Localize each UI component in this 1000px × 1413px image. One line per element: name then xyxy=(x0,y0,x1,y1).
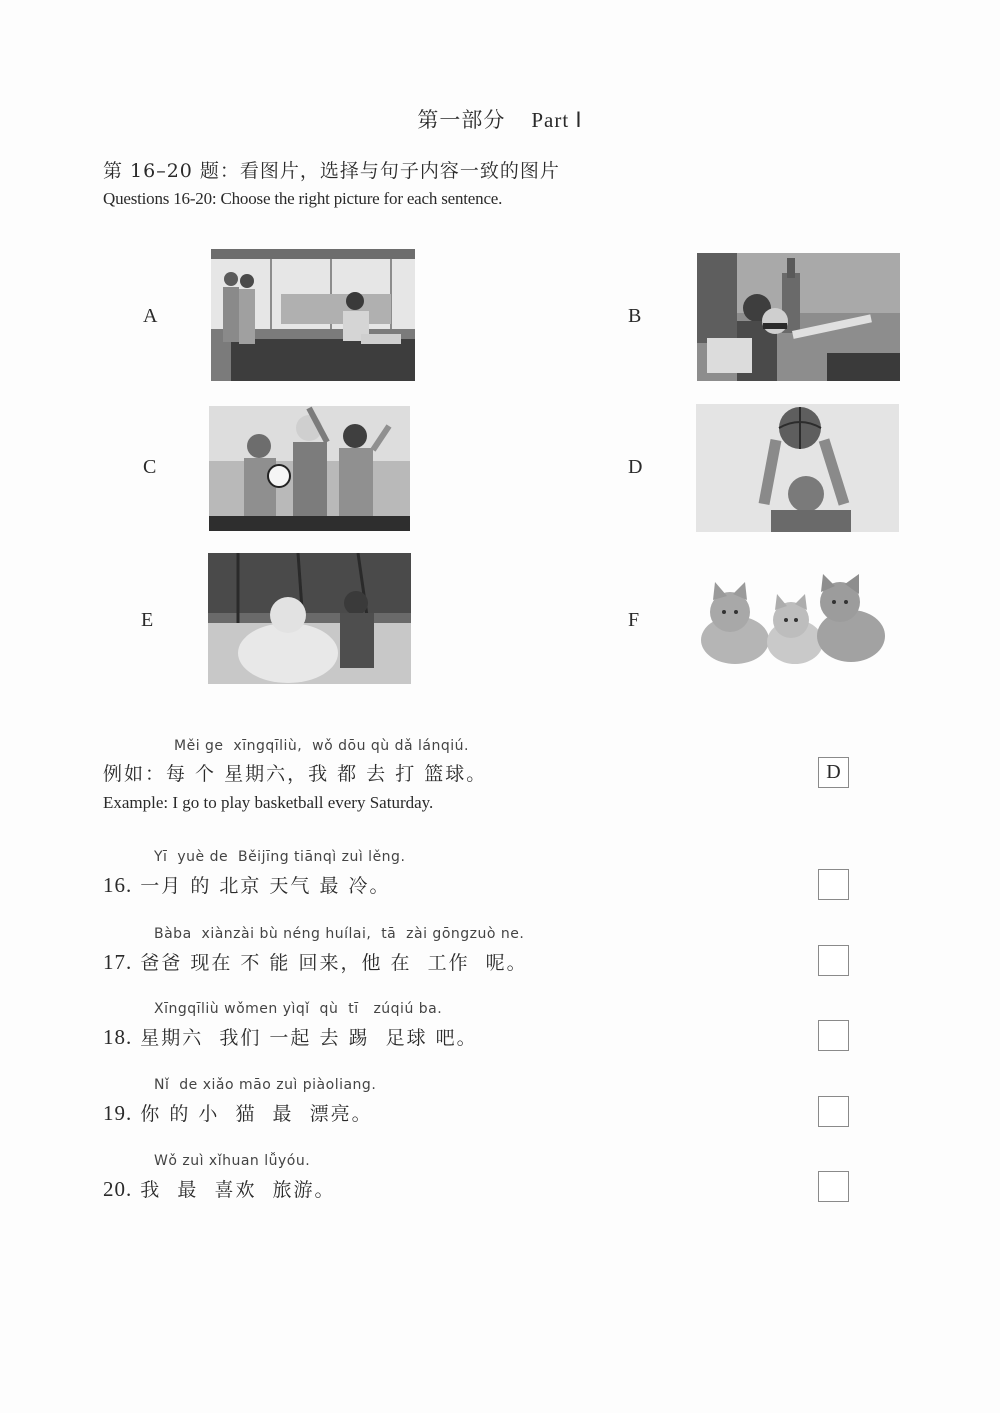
question-17-line xyxy=(103,948,528,975)
question-18-pinyin: Xīngqīliù wǒmen yìqǐ qù tī zúqiú ba. xyxy=(154,1001,443,1017)
question-16-line xyxy=(103,871,391,898)
part-title xyxy=(0,104,1000,134)
question-16-answer-box[interactable] xyxy=(818,869,849,900)
photo-option-f-kittens xyxy=(695,572,891,668)
question-20-answer-box[interactable] xyxy=(818,1171,849,1202)
photo-option-c-boys-football xyxy=(209,406,410,531)
question-19-number: 19. xyxy=(103,1101,133,1125)
example-label: 例如： xyxy=(103,763,167,785)
instructions-zh: 第 16–20 题：看图片，选择与句子内容一致的图片 xyxy=(103,160,560,182)
option-letter-e: E xyxy=(141,609,154,631)
example-sentence: 每 个 星期六，我 都 去 打 篮球。 xyxy=(166,763,488,785)
question-18-line xyxy=(103,1023,478,1050)
photo-option-e-snowman xyxy=(208,553,411,684)
question-16-pinyin: Yī yuè de Běijīng tiānqì zuì lěng. xyxy=(154,849,406,865)
question-19-line xyxy=(103,1099,373,1126)
photo-option-a-office xyxy=(211,249,415,381)
option-letter-a: A xyxy=(143,305,158,327)
question-17-answer-box[interactable] xyxy=(818,945,849,976)
question-17-sentence: 爸爸 现在 不 能 回来，他 在 工作 呢。 xyxy=(140,952,528,974)
question-20-pinyin: Wǒ zuì xǐhuan lǚyóu. xyxy=(154,1153,311,1169)
option-letter-d: D xyxy=(628,456,643,478)
question-16-number: 16. xyxy=(103,873,133,897)
example-pinyin: Měi ge xīngqīliù, wǒ dōu qù dǎ lánqiú. xyxy=(174,738,469,754)
option-letter-b: B xyxy=(628,305,642,327)
question-18-sentence: 星期六 我们 一起 去 踢 足球 吧。 xyxy=(140,1027,478,1049)
option-letter-f: F xyxy=(628,609,640,631)
question-18-answer-box[interactable] xyxy=(818,1020,849,1051)
question-17-number: 17. xyxy=(103,950,133,974)
part-title-en: Part Ⅰ xyxy=(531,108,583,132)
instructions-en: Questions 16-20: Choose the right picture for each sentence. xyxy=(103,189,503,208)
part-title-zh: 第一部分 xyxy=(417,108,506,132)
question-16-sentence: 一月 的 北京 天气 最 冷。 xyxy=(140,875,391,897)
photo-option-b-couple-travel xyxy=(697,253,900,381)
question-18-number: 18. xyxy=(103,1025,133,1049)
example-answer-box: D xyxy=(818,757,849,788)
photo-option-d-basketball xyxy=(696,404,899,532)
question-20-sentence: 我 最 喜欢 旅游。 xyxy=(140,1179,336,1201)
question-20-number: 20. xyxy=(103,1177,133,1201)
question-17-pinyin: Bàba xiànzài bù néng huílai, tā zài gōngzuò ne. xyxy=(154,926,525,942)
option-letter-c: C xyxy=(143,456,157,478)
question-19-answer-box[interactable] xyxy=(818,1096,849,1127)
question-19-sentence: 你 的 小 猫 最 漂亮。 xyxy=(140,1103,373,1125)
question-19-pinyin: Nǐ de xiǎo māo zuì piàoliang. xyxy=(154,1077,377,1093)
question-20-line xyxy=(103,1175,336,1202)
example-english: Example: I go to play basketball every Saturday. xyxy=(103,793,434,812)
example-sentence-line xyxy=(103,759,487,786)
